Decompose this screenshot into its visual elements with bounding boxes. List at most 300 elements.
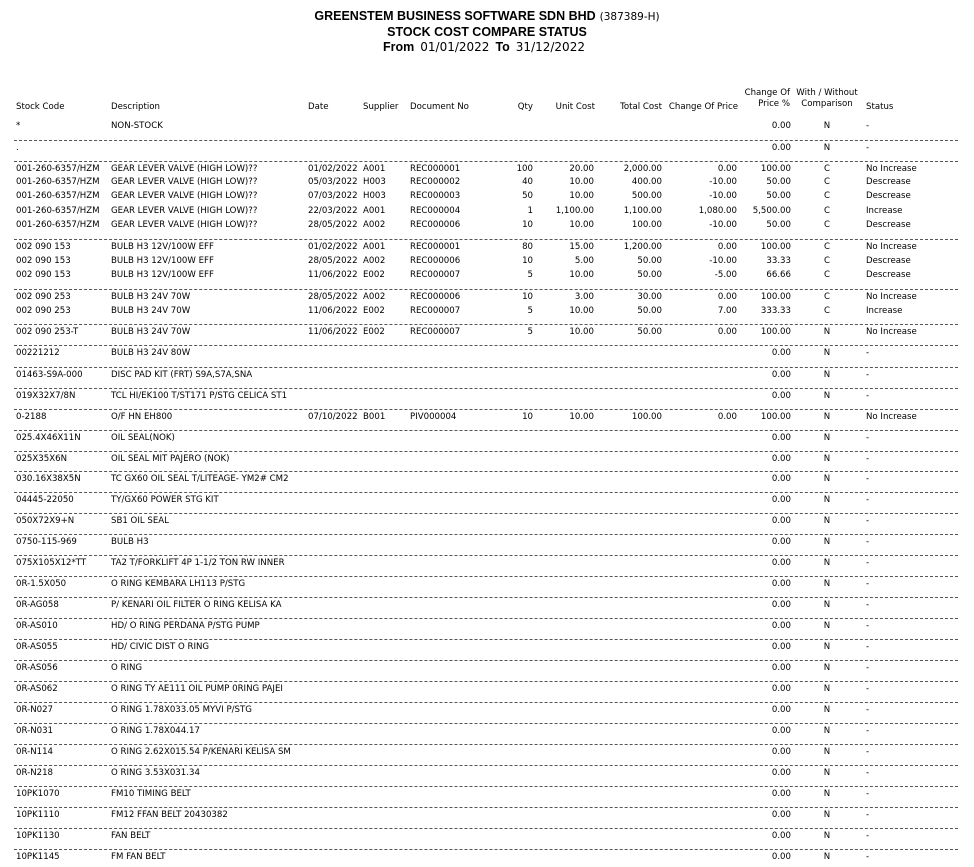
cell-status: -	[866, 474, 870, 484]
cell-description: TA2 T/FORKLIFT 4P 1-1/2 TON RW INNER	[111, 558, 285, 568]
header-document-no: Document No	[410, 102, 469, 112]
cell-status: -	[866, 537, 870, 547]
cell-supplier: E002	[363, 327, 385, 337]
table-row	[14, 175, 958, 189]
cell-description: BULB H3 24V 70W	[111, 306, 191, 316]
cell-unit-cost: 10.00	[569, 306, 594, 316]
cell-qty: 10	[522, 220, 533, 230]
cell-qty: 50	[522, 191, 533, 201]
cell-unit-cost: 3.00	[574, 292, 594, 302]
cell-comparison: N	[823, 852, 831, 862]
cell-comparison: C	[823, 292, 830, 302]
cell-comparison: N	[823, 558, 831, 568]
cell-description: O RING TY AE111 OIL PUMP 0RING PAJEI	[111, 684, 283, 694]
cell-description: HD/ CIVIC DIST O RING	[111, 642, 210, 652]
cell-description: OIL SEAL MIT PAJERO (NOK)	[111, 454, 230, 464]
cell-status: Increase	[866, 206, 903, 216]
cell-comparison: N	[823, 516, 831, 526]
cell-status: Descrease	[866, 270, 911, 280]
cell-document-no: REC000006	[410, 292, 461, 302]
cell-supplier: A002	[363, 292, 386, 302]
cell-stock-code: 001-260-6357/HZM	[16, 164, 100, 174]
table-row	[14, 451, 958, 466]
cell-status: Increase	[866, 306, 903, 316]
cell-status: -	[866, 454, 870, 464]
cell-stock-code: 019X32X7/8N	[16, 391, 76, 401]
cell-stock-code: 0R-AS010	[16, 621, 58, 631]
cell-unit-cost: 10.00	[569, 220, 594, 230]
cell-total-cost: 2,000.00	[623, 164, 662, 174]
header-unit-cost: Unit Cost	[555, 102, 595, 112]
table-row	[14, 513, 958, 528]
cell-comparison: C	[823, 242, 830, 252]
cell-stock-code: 0R-N027	[16, 705, 54, 715]
cell-change-of-price: 0.00	[717, 412, 737, 422]
cell-stock-code: 0R-N114	[16, 747, 54, 757]
cell-change-pct: 100.00	[760, 292, 791, 302]
cell-comparison: C	[823, 177, 830, 187]
cell-description: NON-STOCK	[111, 121, 163, 131]
table-row	[14, 239, 958, 254]
cell-stock-code: 10PK1145	[16, 852, 60, 862]
cell-change-pct: 0.00	[771, 121, 791, 131]
cell-stock-code: 025.4X46X11N	[16, 433, 81, 443]
cell-comparison: N	[823, 327, 831, 337]
cell-qty: 10	[522, 256, 533, 266]
cell-stock-code: 075X105X12*TT	[16, 558, 87, 568]
cell-change-pct: 66.66	[766, 270, 791, 280]
cell-stock-code: 10PK1110	[16, 810, 60, 820]
cell-stock-code: 10PK1130	[16, 831, 60, 841]
cell-stock-code: 002 090 253-T	[16, 327, 79, 337]
cell-change-pct: 0.00	[771, 852, 791, 862]
cell-comparison: N	[823, 454, 831, 464]
cell-comparison: C	[823, 220, 830, 230]
header-stock-code: Stock Code	[16, 102, 65, 112]
cell-change-pct: 0.00	[771, 495, 791, 505]
cell-status: -	[866, 705, 870, 715]
cell-description: GEAR LEVER VALVE (HIGH LOW)??	[111, 177, 258, 187]
cell-total-cost: 400.00	[631, 177, 662, 187]
table-row	[14, 345, 958, 360]
table-row	[14, 218, 958, 232]
cell-total-cost: 100.00	[631, 412, 662, 422]
table-row	[14, 702, 958, 717]
cell-comparison: N	[823, 370, 831, 380]
cell-description: P/ KENARI OIL FILTER O RING KELISA KA	[111, 600, 282, 610]
cell-comparison: C	[823, 206, 830, 216]
cell-description: GEAR LEVER VALVE (HIGH LOW)??	[111, 191, 258, 201]
table-row	[14, 367, 958, 382]
table-row	[14, 204, 958, 218]
cell-qty: 5	[527, 327, 533, 337]
cell-change-pct: 0.00	[771, 747, 791, 757]
cell-total-cost: 1,200.00	[623, 242, 662, 252]
company-name	[0, 8, 974, 23]
cell-status: -	[866, 621, 870, 631]
cell-stock-code: 001-260-6357/HZM	[16, 191, 100, 201]
cell-status: -	[866, 121, 870, 131]
cell-date: 11/06/2022	[308, 327, 358, 337]
cell-change-pct: 0.00	[771, 831, 791, 841]
cell-status: -	[866, 642, 870, 652]
cell-change-pct: 333.33	[760, 306, 791, 316]
cell-stock-code: 001-260-6357/HZM	[16, 206, 100, 216]
cell-change-of-price: -10.00	[709, 191, 737, 201]
cell-comparison: N	[823, 642, 831, 652]
cell-status: No Increase	[866, 292, 917, 302]
cell-change-of-price: 0.00	[717, 327, 737, 337]
cell-description: OIL SEAL(NOK)	[111, 433, 175, 443]
cell-stock-code: 002 090 153	[16, 256, 71, 266]
cell-qty: 80	[522, 242, 533, 252]
cell-change-of-price: 0.00	[717, 164, 737, 174]
cell-change-pct: 0.00	[771, 143, 791, 153]
cell-qty: 1	[527, 206, 533, 216]
cell-change-of-price: -10.00	[709, 256, 737, 266]
cell-supplier: E002	[363, 306, 385, 316]
cell-comparison: N	[823, 121, 831, 131]
cell-description: O/F HN EH800	[111, 412, 173, 422]
table-row	[14, 786, 958, 801]
cell-status: No Increase	[866, 242, 917, 252]
cell-comparison: N	[823, 537, 831, 547]
cell-date: 01/02/2022	[308, 242, 358, 252]
cell-status: Descrease	[866, 220, 911, 230]
cell-status: -	[866, 579, 870, 589]
cell-description: O RING 1.78X044.17	[111, 726, 200, 736]
cell-stock-code: 002 090 253	[16, 292, 71, 302]
cell-supplier: H003	[363, 177, 386, 187]
cell-comparison: N	[823, 600, 831, 610]
header-comparison-line1: With / Without	[796, 88, 858, 98]
cell-document-no: REC000001	[410, 164, 461, 174]
cell-description: FM12 FFAN BELT 20430382	[111, 810, 228, 820]
cell-unit-cost: 10.00	[569, 191, 594, 201]
cell-stock-code: *	[16, 121, 21, 131]
cell-description: O RING 3.53X031.34	[111, 768, 200, 778]
cell-date: 22/03/2022	[308, 206, 358, 216]
cell-stock-code: 002 090 153	[16, 270, 71, 280]
cell-date: 01/02/2022	[308, 164, 358, 174]
table-row	[14, 597, 958, 612]
table-row	[14, 161, 958, 176]
cell-supplier: A001	[363, 206, 386, 216]
cell-description: BULB H3 12V/100W EFF	[111, 270, 214, 280]
cell-comparison: N	[823, 348, 831, 358]
cell-status: -	[866, 810, 870, 820]
cell-document-no: REC000007	[410, 270, 461, 280]
cell-status: -	[866, 348, 870, 358]
cell-change-pct: 33.33	[766, 256, 791, 266]
cell-comparison: N	[823, 726, 831, 736]
cell-status: -	[866, 726, 870, 736]
cell-change-pct: 50.00	[766, 177, 791, 187]
header-status: Status	[866, 102, 894, 112]
cell-supplier: A002	[363, 256, 386, 266]
cell-stock-code: 0750-115-969	[16, 537, 77, 547]
table-row	[14, 492, 958, 507]
cell-qty: 100	[516, 164, 533, 174]
cell-unit-cost: 10.00	[569, 177, 594, 187]
cell-comparison: N	[823, 474, 831, 484]
cell-comparison: N	[823, 705, 831, 715]
cell-description: BULB H3 12V/100W EFF	[111, 256, 214, 266]
cell-comparison: N	[823, 495, 831, 505]
table-row	[14, 119, 958, 133]
cell-stock-code: 0-2188	[16, 412, 47, 422]
cell-total-cost: 30.00	[637, 292, 662, 302]
cell-change-of-price: 7.00	[717, 306, 737, 316]
cell-change-of-price: 0.00	[717, 292, 737, 302]
table-row	[14, 430, 958, 445]
cell-comparison: N	[823, 412, 831, 422]
from-date: 01/01/2022	[420, 40, 490, 54]
cell-description: BULB H3 12V/100W EFF	[111, 242, 214, 252]
cell-qty: 10	[522, 292, 533, 302]
table-row	[14, 618, 958, 633]
cell-comparison: C	[823, 191, 830, 201]
company-name-text: GREENSTEM BUSINESS SOFTWARE SDN BHD	[314, 9, 596, 23]
cell-document-no: REC000002	[410, 177, 461, 187]
cell-status: -	[866, 495, 870, 505]
cell-change-pct: 100.00	[760, 327, 791, 337]
cell-status: -	[866, 391, 870, 401]
cell-status: -	[866, 558, 870, 568]
cell-stock-code: 001-260-6357/HZM	[16, 177, 100, 187]
table-row	[14, 254, 958, 268]
header-comparison-line2: Comparison	[801, 99, 853, 109]
cell-unit-cost: 10.00	[569, 327, 594, 337]
cell-description: SB1 OIL SEAL	[111, 516, 169, 526]
cell-description: GEAR LEVER VALVE (HIGH LOW)??	[111, 206, 258, 216]
table-row	[14, 324, 958, 339]
cell-comparison: N	[823, 789, 831, 799]
cell-stock-code: 10PK1070	[16, 789, 60, 799]
to-date: 31/12/2022	[515, 40, 585, 54]
cell-total-cost: 1,100.00	[623, 206, 662, 216]
cell-comparison: N	[823, 579, 831, 589]
cell-date: 28/05/2022	[308, 256, 358, 266]
cell-change-pct: 100.00	[760, 242, 791, 252]
header-change-of-price: Change Of Price	[668, 102, 738, 112]
table-row	[14, 555, 958, 570]
cell-unit-cost: 1,100.00	[555, 206, 594, 216]
cell-change-pct: 0.00	[771, 516, 791, 526]
cell-change-of-price: 1,080.00	[698, 206, 737, 216]
cell-status: -	[866, 684, 870, 694]
company-reg-no: (387389-H)	[599, 11, 660, 23]
cell-unit-cost: 20.00	[569, 164, 594, 174]
cell-total-cost: 50.00	[637, 306, 662, 316]
cell-status: -	[866, 831, 870, 841]
cell-date: 05/03/2022	[308, 177, 358, 187]
cell-document-no: REC000007	[410, 306, 461, 316]
cell-supplier: A001	[363, 242, 386, 252]
table-row	[14, 849, 958, 864]
cell-comparison: C	[823, 256, 830, 266]
cell-description: TY/GX60 POWER STG KIT	[111, 495, 219, 505]
to-label: To	[495, 40, 510, 54]
cell-unit-cost: 10.00	[569, 412, 594, 422]
cell-date: 11/06/2022	[308, 270, 358, 280]
cell-status: -	[866, 600, 870, 610]
cell-comparison: N	[823, 747, 831, 757]
cell-description: BULB H3 24V 70W	[111, 292, 191, 302]
cell-description: FAN BELT	[111, 831, 151, 841]
table-row	[14, 744, 958, 759]
cell-description: O RING KEMBARA LH113 P/STG	[111, 579, 246, 589]
cell-stock-code: 00221212	[16, 348, 60, 358]
table-row	[14, 409, 958, 424]
table-row	[14, 639, 958, 654]
cell-comparison: N	[823, 433, 831, 443]
cell-change-pct: 50.00	[766, 191, 791, 201]
cell-document-no: REC000006	[410, 220, 461, 230]
cell-comparison: N	[823, 663, 831, 673]
cell-change-pct: 0.00	[771, 370, 791, 380]
cell-status: -	[866, 663, 870, 673]
cell-change-pct: 100.00	[760, 412, 791, 422]
cell-comparison: N	[823, 391, 831, 401]
cell-date: 07/03/2022	[308, 191, 358, 201]
cell-description: GEAR LEVER VALVE (HIGH LOW)??	[111, 164, 258, 174]
cell-description: GEAR LEVER VALVE (HIGH LOW)??	[111, 220, 258, 230]
cell-qty: 5	[527, 270, 533, 280]
cell-change-pct: 0.00	[771, 433, 791, 443]
cell-date: 07/10/2022	[308, 412, 358, 422]
table-row	[14, 189, 958, 203]
cell-stock-code: 050X72X9+N	[16, 516, 75, 526]
table-row	[14, 289, 958, 304]
cell-document-no: REC000006	[410, 256, 461, 266]
header-total-cost: Total Cost	[620, 102, 662, 112]
report-title-text: STOCK COST COMPARE STATUS	[387, 25, 587, 39]
cell-status: No Increase	[866, 327, 917, 337]
cell-status: -	[866, 768, 870, 778]
cell-total-cost: 50.00	[637, 256, 662, 266]
cell-comparison: N	[823, 831, 831, 841]
cell-total-cost: 50.00	[637, 327, 662, 337]
cell-date: 11/06/2022	[308, 306, 358, 316]
cell-status: Descrease	[866, 256, 911, 266]
cell-comparison: C	[823, 270, 830, 280]
cell-stock-code: 025X35X6N	[16, 454, 68, 464]
header-qty: Qty	[517, 102, 533, 112]
cell-description: BULB H3 24V 80W	[111, 348, 191, 358]
cell-stock-code: 0R-N218	[16, 768, 54, 778]
header-change-pct-line2: Price %	[758, 99, 790, 109]
cell-description: FM10 TIMING BELT	[111, 789, 191, 799]
cell-supplier: B001	[363, 412, 386, 422]
report-period	[0, 39, 974, 54]
cell-change-pct: 0.00	[771, 537, 791, 547]
cell-stock-code: 0R-AS062	[16, 684, 58, 694]
cell-status: -	[866, 433, 870, 443]
cell-change-of-price: -5.00	[714, 270, 737, 280]
cell-change-pct: 0.00	[771, 579, 791, 589]
cell-comparison: C	[823, 306, 830, 316]
table-row	[14, 807, 958, 822]
cell-change-pct: 0.00	[771, 600, 791, 610]
cell-stock-code: 0R-AG058	[16, 600, 59, 610]
cell-status: Descrease	[866, 177, 911, 187]
cell-stock-code: .	[16, 143, 19, 153]
cell-change-pct: 0.00	[771, 348, 791, 358]
cell-document-no: REC000004	[410, 206, 461, 216]
cell-change-pct: 0.00	[771, 391, 791, 401]
cell-stock-code: 01463-S9A-000	[16, 370, 83, 380]
report-title	[0, 24, 974, 39]
cell-qty: 40	[522, 177, 533, 187]
cell-status: No Increase	[866, 164, 917, 174]
cell-change-pct: 0.00	[771, 454, 791, 464]
table-row	[14, 681, 958, 696]
table-row	[14, 471, 958, 486]
cell-status: -	[866, 789, 870, 799]
cell-change-pct: 0.00	[771, 558, 791, 568]
cell-status: -	[866, 370, 870, 380]
cell-qty: 5	[527, 306, 533, 316]
cell-change-pct: 0.00	[771, 768, 791, 778]
cell-total-cost: 100.00	[631, 220, 662, 230]
table-row	[14, 576, 958, 591]
cell-comparison: C	[823, 164, 830, 174]
cell-change-pct: 50.00	[766, 220, 791, 230]
cell-date: 28/05/2022	[308, 292, 358, 302]
cell-unit-cost: 10.00	[569, 270, 594, 280]
table-row	[14, 304, 958, 318]
cell-stock-code: 0R-1.5X050	[16, 579, 67, 589]
cell-change-pct: 0.00	[771, 705, 791, 715]
table-row	[14, 828, 958, 843]
cell-change-pct: 0.00	[771, 810, 791, 820]
cell-status: Descrease	[866, 191, 911, 201]
cell-comparison: N	[823, 684, 831, 694]
cell-stock-code: 001-260-6357/HZM	[16, 220, 100, 230]
cell-comparison: N	[823, 143, 831, 153]
table-row	[14, 388, 958, 403]
cell-supplier: E002	[363, 270, 385, 280]
cell-total-cost: 50.00	[637, 270, 662, 280]
cell-description: FM FAN BELT	[111, 852, 166, 862]
cell-description: O RING 2.62X015.54 P/KENARI KELISA SM	[111, 747, 291, 757]
cell-change-pct: 0.00	[771, 621, 791, 631]
cell-description: O RING	[111, 663, 143, 673]
cell-comparison: N	[823, 810, 831, 820]
cell-change-pct: 0.00	[771, 789, 791, 799]
from-label: From	[383, 40, 415, 54]
header-date: Date	[308, 102, 329, 112]
header-change-pct-line1: Change Of	[744, 88, 790, 98]
cell-stock-code: 002 090 253	[16, 306, 71, 316]
cell-description: DISC PAD KIT (FRT) S9A,S7A,SNA	[111, 370, 253, 380]
cell-change-of-price: 0.00	[717, 242, 737, 252]
cell-change-pct: 100.00	[760, 164, 791, 174]
header-description: Description	[111, 102, 160, 112]
cell-supplier: A001	[363, 164, 386, 174]
cell-comparison: N	[823, 768, 831, 778]
cell-description: TCL HI/EK100 T/ST171 P/STG CELICA ST1	[111, 391, 288, 401]
cell-description: O RING 1.78X033.05 MYVI P/STG	[111, 705, 252, 715]
cell-change-of-price: -10.00	[709, 177, 737, 187]
cell-description: BULB H3 24V 70W	[111, 327, 191, 337]
cell-change-pct: 0.00	[771, 642, 791, 652]
cell-status: -	[866, 516, 870, 526]
cell-document-no: REC000001	[410, 242, 461, 252]
cell-unit-cost: 15.00	[569, 242, 594, 252]
cell-comparison: N	[823, 621, 831, 631]
